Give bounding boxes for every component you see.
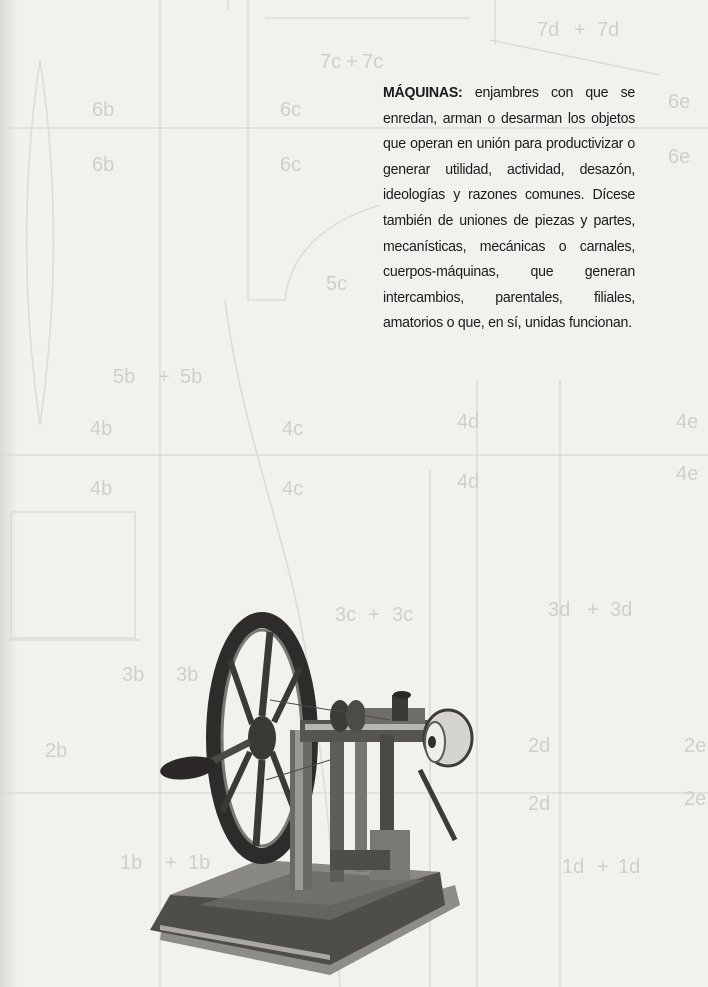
pattern-label-3c-2: 3c bbox=[392, 604, 414, 626]
pattern-label-2e-bottom: 2e bbox=[684, 788, 707, 810]
pattern-label-1d-2: 1d bbox=[618, 856, 641, 878]
pattern-label-4c-top: 4c bbox=[282, 418, 304, 440]
pattern-label-4e-top: 4e bbox=[676, 411, 699, 433]
pattern-label-1d-plus: + bbox=[597, 856, 609, 878]
pattern-label-6b-top: 6b bbox=[92, 99, 115, 121]
pattern-label-6e-bottom: 6e bbox=[668, 146, 691, 168]
pattern-label-3d-2: 3d bbox=[610, 599, 633, 621]
pattern-label-7d-plus: + bbox=[574, 19, 586, 41]
pattern-label-2e-top: 2e bbox=[684, 735, 707, 757]
pattern-label-5c: 5c bbox=[326, 273, 348, 295]
pattern-label-6e-top: 6e bbox=[668, 91, 691, 113]
pattern-label-1b: 1b bbox=[120, 852, 143, 874]
pattern-label-3d-plus: + bbox=[587, 599, 599, 621]
pattern-label-3c-plus: + bbox=[368, 604, 380, 626]
pattern-label-7c-2: 7c bbox=[362, 51, 384, 73]
pattern-label-7c: 7c bbox=[320, 51, 342, 73]
pattern-label-7d-2: 7d bbox=[597, 19, 620, 41]
pattern-label-4b-bottom: 4b bbox=[90, 478, 113, 500]
pattern-label-5b-plus: + bbox=[158, 366, 170, 388]
pattern-label-4e-bottom: 4e bbox=[676, 463, 699, 485]
pattern-label-6c-bottom: 6c bbox=[280, 154, 302, 176]
pattern-label-4d-bottom: 4d bbox=[457, 471, 480, 493]
definition-entry bbox=[383, 80, 635, 336]
pattern-label-1d: 1d bbox=[562, 856, 585, 878]
pattern-label-1b-plus: + bbox=[165, 852, 177, 874]
pattern-label-4c-bottom: 4c bbox=[282, 478, 304, 500]
pattern-label-5b-2: 5b bbox=[180, 366, 203, 388]
pattern-label-3b-2: 3b bbox=[176, 664, 199, 686]
pattern-label-3b: 3b bbox=[122, 664, 145, 686]
definition-term: MÁQUINAS: bbox=[383, 84, 463, 101]
pattern-label-3d: 3d bbox=[548, 599, 571, 621]
pattern-label-1b-2: 1b bbox=[188, 852, 211, 874]
pattern-label-7d: 7d bbox=[537, 19, 560, 41]
pattern-label-3c: 3c bbox=[335, 604, 357, 626]
pattern-label-6c-top: 6c bbox=[280, 99, 302, 121]
pattern-label-4b-top: 4b bbox=[90, 418, 113, 440]
page-gutter-shadow bbox=[0, 0, 18, 987]
pattern-label-6b-bottom: 6b bbox=[92, 154, 115, 176]
pattern-label-7c-plus: + bbox=[346, 51, 358, 73]
pattern-label-2d-top: 2d bbox=[528, 735, 551, 757]
pattern-label-2d-bottom: 2d bbox=[528, 793, 551, 815]
definition-text: enjambres con que se enredan, arman o desarman los objetos que operan en unión para productivizar o generar utilidad, actividad, desazón, ideologías y razones comunes. Dícese también de uniones de piezas y partes, mecanísticas, mecánicas o carnales, cuerpos-máquinas, que generan intercambios, parentales, filiales, amatorios o que, en sí, unidas funcionan. bbox=[383, 84, 636, 332]
pattern-label-5b: 5b bbox=[113, 366, 136, 388]
pattern-label-4d-top: 4d bbox=[457, 411, 480, 433]
sewing-machine-illustration bbox=[150, 620, 472, 975]
pattern-label-2b: 2b bbox=[45, 740, 68, 762]
